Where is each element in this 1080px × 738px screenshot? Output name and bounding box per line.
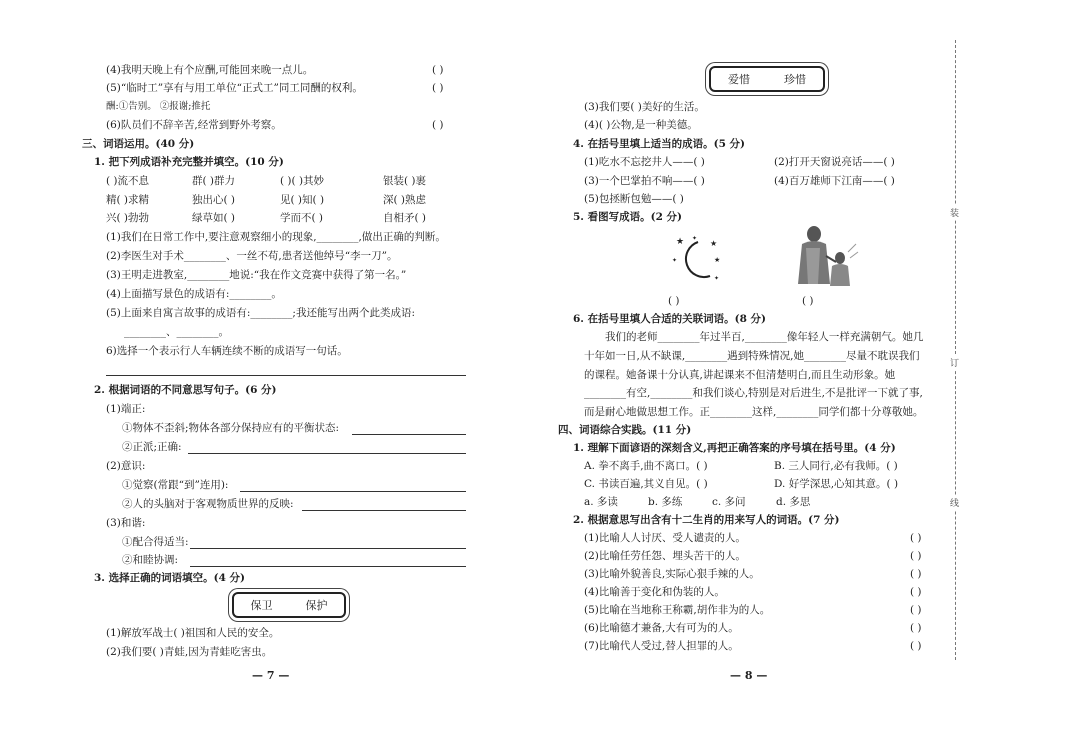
q4-text: (4)我明天晚上有个应酬,可能回来晚一点儿。 xyxy=(106,64,314,76)
q4-title: 4. 在括号里填上适当的成语。(5 分) xyxy=(573,138,746,150)
proverb-a[interactable]: A. 拳不离手,曲不离口。( ) xyxy=(584,460,708,472)
word-hexie: (3)和谐: xyxy=(106,517,146,529)
fill-2[interactable]: (2)李医生对手术________、一丝不苟,患者送他绰号“李一刀”。 xyxy=(106,250,398,262)
answer-paren[interactable]: ( ) xyxy=(910,532,922,544)
answer-paren[interactable]: ( ) xyxy=(910,604,922,616)
answer-paren[interactable]: ( ) xyxy=(910,568,922,580)
fill-baowei-2[interactable]: (2)我们要( )青蛙,因为青蛙吃害虫。 xyxy=(106,646,273,658)
word-duanzheng: (1)端正: xyxy=(106,403,146,415)
idiom[interactable]: 独出心( ) xyxy=(192,194,236,206)
zodiac-item: (7)比喻代人受过,替人担罪的人。 xyxy=(584,640,739,652)
q1-title: 1. 把下列成语补充完整并填空。(10 分) xyxy=(94,156,284,168)
idiom[interactable]: 兴( )勃勃 xyxy=(106,212,150,224)
svg-text:★: ★ xyxy=(714,256,721,264)
svg-text:✦: ✦ xyxy=(692,235,698,242)
paragraph-line[interactable]: 我们的老师________年过半百,________像年轻人一样充满朝气。她几 xyxy=(605,331,924,343)
idiom[interactable]: 见( )知( ) xyxy=(280,194,325,206)
binding-char: 装 xyxy=(950,205,959,220)
fill-baowei-1[interactable]: (1)解放军战士( )祖国和人民的安全。 xyxy=(106,627,280,639)
answer-line[interactable] xyxy=(188,452,466,454)
option: b. 多练 xyxy=(648,496,683,508)
fill-3[interactable]: (3)王明走进教室,________地说:“我在作文竞赛中获得了第一名。” xyxy=(106,269,407,281)
answer-line[interactable] xyxy=(352,433,466,435)
paragraph-line[interactable]: ________有空,________和我们谈心,特别是对后进生,不是批评一下就了事, xyxy=(584,387,923,399)
idiom[interactable]: 学而不( ) xyxy=(280,212,324,224)
xiehouyu-3[interactable]: (3)一个巴掌拍不响——( ) xyxy=(584,175,705,187)
answer-paren[interactable]: ( ) xyxy=(910,550,922,562)
xiehouyu-1[interactable]: (1)吃水不忘挖井人——( ) xyxy=(584,156,705,168)
idiom[interactable]: 深( )熟虑 xyxy=(383,194,427,206)
page-number: — 8 — xyxy=(730,669,768,682)
section-4-title: 四、词语综合实践。(11 分) xyxy=(558,424,692,436)
banner-word: 保护 xyxy=(305,599,328,612)
banner-word: 珍惜 xyxy=(784,73,806,86)
svg-text:✦: ✦ xyxy=(672,257,678,264)
idiom[interactable]: 群( )群力 xyxy=(192,175,236,187)
q3-title: 3. 选择正确的词语填空。(4 分) xyxy=(94,572,246,584)
q6-title: 6. 在括号里填人合适的关联词语。(8 分) xyxy=(573,313,767,325)
proverb-b[interactable]: B. 三人同行,必有我师。( ) xyxy=(774,460,898,472)
page-8 xyxy=(540,0,1080,738)
fill-5[interactable]: (5)上面来自寓言故事的成语有:________;我还能写出两个此类成语: xyxy=(106,307,415,319)
q6-text: (6)队员们不辞辛苦,经常到野外考察。 xyxy=(106,119,282,131)
idiom[interactable]: 绿草如( ) xyxy=(192,212,236,224)
fill-5b[interactable]: ________、________。 xyxy=(124,326,229,338)
answer-line[interactable] xyxy=(106,374,466,376)
idiom[interactable]: 银装( )裹 xyxy=(383,175,427,187)
option: a. 多读 xyxy=(584,496,618,508)
zodiac-item: (1)比喻人人讨厌、受人谴责的人。 xyxy=(584,532,746,544)
proverb-d[interactable]: D. 好学深思,心知其意。( ) xyxy=(774,478,899,490)
paragraph-line: 的课程。她备课十分认真,讲起课来不但清楚明白,而且生动形象。她 xyxy=(584,369,896,381)
page-number: — 7 — xyxy=(252,669,290,682)
q5-text: (5)“临时工”享有与用工单位“正式工”同工同酬的权利。 xyxy=(106,82,363,94)
zodiac-item: (3)比喻外貌善良,实际心狠手辣的人。 xyxy=(584,568,760,580)
meaning-2: ②和睦协调: xyxy=(122,554,179,566)
zodiac-item: (2)比喻任劳任怨、埋头苦干的人。 xyxy=(584,550,746,562)
xiehouyu-2[interactable]: (2)打开天窗说亮话——( ) xyxy=(774,156,895,168)
answer-paren[interactable]: ( ) xyxy=(910,586,922,598)
picture-answer-2[interactable]: ( ) xyxy=(802,295,814,307)
option: c. 多问 xyxy=(712,496,746,508)
p2-title: 2. 根据意思写出含有十二生肖的用来写人的词语。(7 分) xyxy=(573,514,840,526)
answer-paren[interactable]: ( ) xyxy=(910,622,922,634)
fill-4[interactable]: (4)上面描写景色的成语有:________。 xyxy=(106,288,282,300)
answer-paren[interactable]: ( ) xyxy=(910,640,922,652)
idiom[interactable]: 精( )求精 xyxy=(106,194,150,206)
svg-text:★: ★ xyxy=(676,237,685,247)
answer-line[interactable] xyxy=(190,565,466,567)
binding-line xyxy=(955,40,956,660)
xiehouyu-5[interactable]: (5)包拯断包勉——( ) xyxy=(584,193,684,205)
meaning-1: ①物体不歪斜;物体各部分保持应有的平衡状态: xyxy=(122,422,340,434)
word-banner xyxy=(709,66,825,92)
answer-paren[interactable]: ( ) xyxy=(432,64,444,76)
fill-6: 6)选择一个表示行人车辆连续不断的成语写一句话。 xyxy=(106,345,348,357)
banner-word: 保卫 xyxy=(250,599,273,612)
meaning-2: ②人的头脑对于客观物质世界的反映: xyxy=(122,498,294,510)
proverb-c[interactable]: C. 书读百遍,其义自见。( ) xyxy=(584,478,708,490)
idiom[interactable]: ( )流不息 xyxy=(106,175,150,187)
meaning-1: ①觉察(常跟“到”连用): xyxy=(122,479,229,491)
q2-title: 2. 根据词语的不同意思写句子。(6 分) xyxy=(94,384,277,396)
svg-text:✦: ✦ xyxy=(714,275,720,282)
section-3-title: 三、词语运用。(40 分) xyxy=(82,138,195,150)
zodiac-item: (6)比喻德才兼备,大有可为的人。 xyxy=(584,622,739,634)
zodiac-item: (4)比喻善于变化和伪装的人。 xyxy=(584,586,725,598)
answer-paren[interactable]: ( ) xyxy=(432,82,444,94)
idiom[interactable]: 自相矛( ) xyxy=(383,212,427,224)
meaning-2: ②正派;正确: xyxy=(122,441,182,453)
option: d. 多思 xyxy=(776,496,811,508)
xiehouyu-4[interactable]: (4)百万雄师下江南——( ) xyxy=(774,175,895,187)
fill-1[interactable]: (1)我们在日常工作中,要注意观察细小的现象,________,做出正确的判断。 xyxy=(106,231,446,243)
answer-line[interactable] xyxy=(190,547,466,549)
word-yishi: (2)意识: xyxy=(106,460,146,472)
q5-title: 5. 看图写成语。(2 分) xyxy=(573,211,683,223)
svg-text:★: ★ xyxy=(710,239,718,248)
meaning-choices: 酬:①告别。 ②报谢;推托 xyxy=(106,101,211,112)
banner-word: 爱惜 xyxy=(728,73,750,86)
paragraph-line[interactable]: 而是耐心地做思想工作。正________这样,________同学们都十分尊敬她。 xyxy=(584,406,924,418)
meaning-1: ①配合得适当: xyxy=(122,536,189,548)
binding-char: 线 xyxy=(950,495,959,510)
answer-line[interactable] xyxy=(240,490,466,492)
binding-char: 订 xyxy=(950,355,959,370)
p1-title: 1. 理解下面谚语的深刻含义,再把正确答案的序号填在括号里。(4 分) xyxy=(573,442,896,454)
answer-paren[interactable]: ( ) xyxy=(432,119,444,131)
paragraph-line[interactable]: 十年如一日,从不缺课,________遇到特殊情况,她________尽量不耽误我们 xyxy=(584,350,920,362)
teacher-child-picture xyxy=(790,222,860,290)
picture-answer-1[interactable]: ( ) xyxy=(668,295,680,307)
zodiac-item: (5)比喻在当地称王称霸,胡作非为的人。 xyxy=(584,604,771,616)
idiom[interactable]: ( )( )其妙 xyxy=(280,175,325,187)
moon-stars-picture xyxy=(670,232,722,288)
fill-aixi-3[interactable]: (3)我们要( )美好的生活。 xyxy=(584,101,705,113)
answer-line[interactable] xyxy=(302,509,466,511)
word-banner xyxy=(232,592,346,618)
fill-aixi-4[interactable]: (4)( )公物,是一种美德。 xyxy=(584,119,698,131)
